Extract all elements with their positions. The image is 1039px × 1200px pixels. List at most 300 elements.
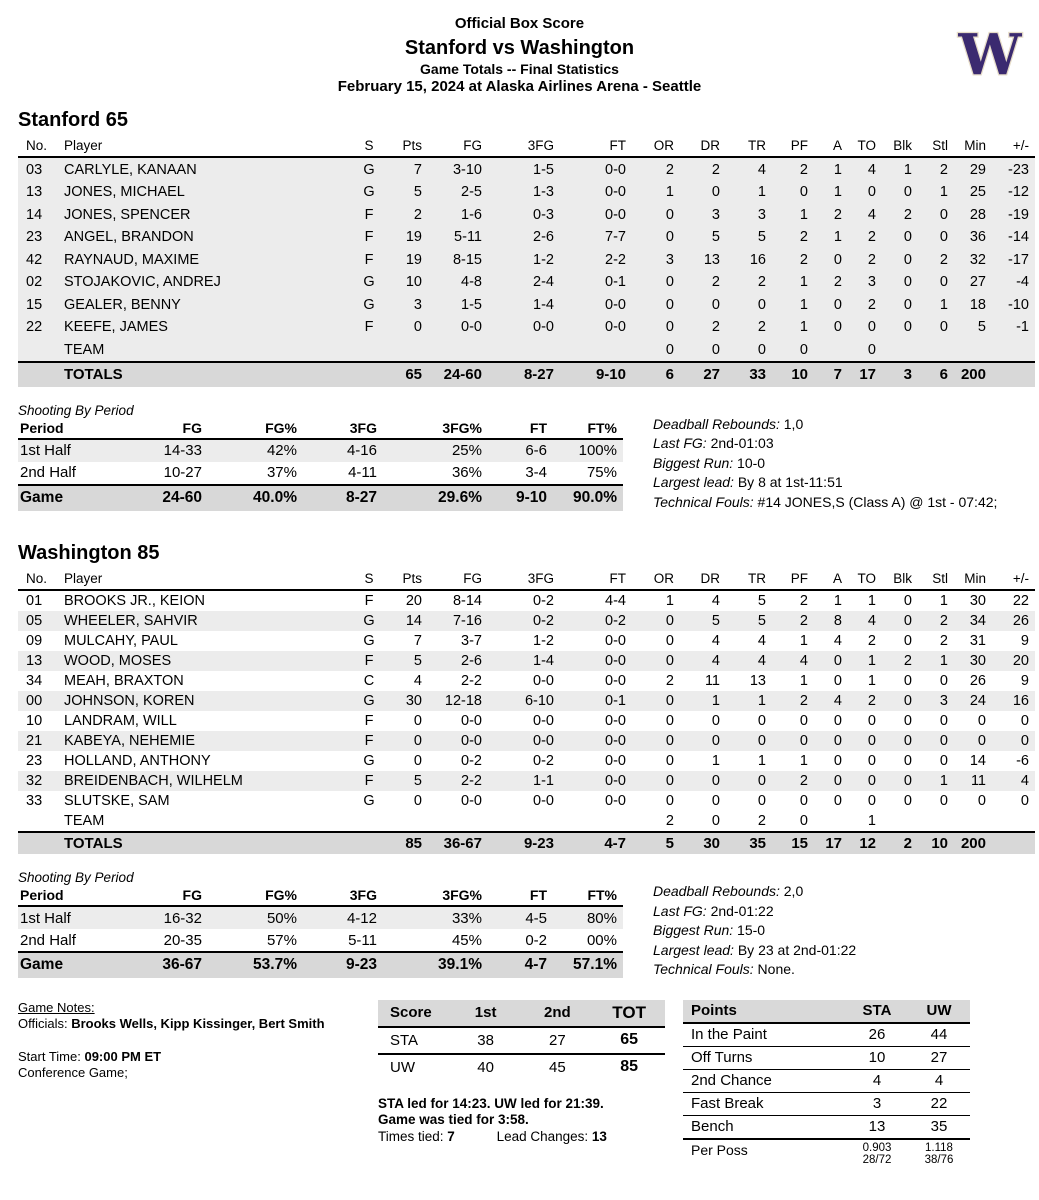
column-header: DR (700, 138, 720, 153)
table-cell: 4-5 (525, 909, 547, 927)
table-cell: 1 (665, 593, 674, 609)
column-header: A (832, 138, 842, 153)
table-cell: 36 (969, 229, 986, 245)
column-header: 3FG (527, 571, 554, 586)
column-header: FT% (587, 419, 617, 436)
table-cell: 1 (939, 184, 948, 200)
table-cell: 1 (867, 653, 876, 669)
table-cell (560, 338, 632, 362)
column-header: STA (846, 1000, 908, 1023)
column-header: 3FG (527, 138, 554, 153)
column-header: Period (20, 887, 64, 903)
per-poss-label: Per Poss (691, 1141, 748, 1158)
table-cell: 0 (867, 319, 876, 335)
svg-text:W: W (958, 26, 1022, 84)
table-cell: 2 (711, 319, 720, 335)
table-cell: 13 (26, 184, 43, 200)
table-cell: 22 (930, 1094, 948, 1112)
table-cell: 3 (872, 1094, 882, 1112)
table-cell: 0 (903, 251, 912, 268)
table-cell: G (363, 161, 375, 178)
per-poss-uw: 1.118 38/76 (924, 1141, 954, 1166)
table-cell: 0 (939, 319, 948, 335)
table-cell: 14 (26, 206, 43, 223)
table-cell: 0-0 (605, 653, 626, 669)
table-cell: 1 (833, 229, 842, 245)
table-cell: 9-23 (345, 956, 377, 973)
points-table (683, 1000, 970, 1170)
table-cell: 100% (578, 442, 617, 459)
table-cell: G (363, 274, 375, 290)
stanford-box-header-row (18, 136, 1035, 157)
table-cell: 4-11 (348, 464, 377, 481)
table-cell: 2nd Chance (691, 1071, 772, 1089)
table-cell: 2 (711, 274, 720, 290)
per-poss-sta: 0.903 28/72 (862, 1141, 892, 1166)
table-cell: 0 (757, 773, 766, 789)
table-cell: 0-0 (605, 633, 626, 649)
table-cell: 10 (931, 835, 948, 852)
table-cell: 57.1% (573, 956, 617, 973)
table-row (18, 611, 1035, 631)
note-value: 2nd-01:22 (706, 902, 774, 919)
points-body (683, 1023, 970, 1139)
table-cell: 20-35 (163, 931, 202, 949)
table-cell: G (363, 793, 375, 809)
table-cell: 0 (903, 613, 912, 629)
table-cell: 0-0 (605, 753, 626, 769)
table-cell: 30 (405, 693, 422, 709)
table-cell: 0 (939, 274, 948, 290)
table-row (18, 439, 623, 462)
table-cell (18, 832, 60, 854)
column-header: TR (748, 138, 766, 153)
note-label: Last FG: (653, 902, 707, 919)
table-cell: 42% (266, 442, 297, 459)
table-cell: 9-10 (595, 365, 626, 383)
table-cell: 2 (799, 593, 808, 609)
table-cell: 0 (799, 184, 808, 200)
table-cell (352, 338, 388, 362)
note-value: 1,0 (779, 415, 804, 432)
table-cell: 2 (799, 773, 808, 789)
column-header: 3FG% (442, 419, 482, 436)
table-cell: 1 (757, 753, 766, 769)
table-cell: 10 (868, 1048, 886, 1066)
table-cell: 0-0 (533, 793, 554, 809)
table-cell: 0 (711, 793, 720, 809)
table-cell: 0 (413, 793, 422, 809)
table-cell: 1 (799, 296, 808, 313)
table-cell: 4 (711, 593, 720, 609)
table-cell: STOJAKOVIC, ANDREJ (64, 274, 221, 290)
table-cell: 2 (939, 251, 948, 268)
table-cell: 0 (757, 713, 766, 729)
column-header: S (364, 138, 374, 153)
table-cell: 0 (939, 673, 948, 689)
footer-section (18, 1000, 1039, 1170)
table-cell: ANGEL, BRANDON (64, 229, 194, 245)
table-cell: 0 (757, 341, 766, 358)
table-cell: 0-2 (461, 753, 482, 769)
table-cell: 0-0 (461, 733, 482, 749)
table-cell: 24-60 (443, 365, 482, 383)
column-header: No. (26, 571, 48, 586)
note-line (653, 960, 1033, 980)
table-cell: 0 (413, 733, 422, 749)
table-cell: 0-2 (605, 613, 626, 629)
table-row (18, 651, 1035, 671)
table-cell: 4 (1020, 773, 1029, 789)
table-cell: 3 (939, 693, 948, 709)
column-header: DR (700, 571, 720, 586)
table-cell: 20 (1012, 653, 1029, 669)
table-cell: 0-0 (605, 319, 626, 335)
table-cell: 32 (969, 251, 986, 268)
table-cell: 0-0 (605, 773, 626, 789)
table-cell: 65 (405, 365, 422, 383)
table-cell: 2 (799, 229, 808, 245)
table-cell: 5 (757, 613, 766, 629)
table-cell: 1-3 (533, 184, 554, 200)
table-cell: 2 (799, 251, 808, 268)
table-cell (560, 811, 632, 832)
report-subtitle: Game Totals -- Final Statistics (420, 60, 619, 77)
table-row (18, 811, 1035, 832)
table-cell: 13 (749, 673, 766, 689)
table-row (18, 338, 1035, 362)
table-cell: 0 (711, 713, 720, 729)
table-cell: 28 (969, 206, 986, 223)
table-cell: 2 (757, 319, 766, 335)
table-cell: 0 (799, 813, 808, 829)
table-cell: 0 (903, 693, 912, 709)
note-line (653, 434, 1033, 454)
table-cell: 29 (969, 161, 986, 178)
table-cell: 0 (867, 184, 876, 200)
table-row (18, 952, 623, 978)
table-cell: 14 (405, 613, 422, 629)
table-cell: 0-2 (525, 931, 547, 949)
table-cell: 0 (799, 733, 808, 749)
table-cell: 4 (934, 1071, 944, 1089)
table-cell: 4 (867, 206, 876, 223)
table-cell: 31 (969, 633, 986, 649)
table-cell: 2 (757, 813, 766, 829)
table-cell: 34 (26, 673, 43, 689)
washington-shooting-game-row (18, 952, 623, 978)
column-header: Score (378, 1000, 450, 1027)
table-cell: 1 (939, 653, 948, 669)
table-cell: 4 (711, 633, 720, 649)
table-cell: 1 (939, 593, 948, 609)
table-cell: F (364, 733, 374, 749)
column-header: FT (529, 419, 547, 436)
table-cell: 4-16 (346, 442, 377, 459)
table-cell: F (364, 229, 374, 245)
table-cell (352, 362, 388, 387)
table-cell: 2 (833, 274, 842, 290)
table-cell: 1 (665, 184, 674, 200)
column-header: 3FG (349, 887, 377, 903)
start-time-value: 09:00 PM ET (84, 1048, 162, 1064)
table-cell: 5 (757, 229, 766, 245)
table-row (18, 929, 623, 952)
table-cell: TEAM (64, 813, 105, 829)
table-cell: 0-0 (605, 184, 626, 200)
note-line (653, 921, 1033, 941)
table-cell: 2 (867, 693, 876, 709)
table-cell: 2-6 (461, 653, 482, 669)
column-header: FT (609, 138, 626, 153)
game-notes (18, 1000, 378, 1082)
table-cell: CARLYLE, KANAAN (64, 161, 197, 178)
table-cell: 0 (833, 773, 842, 789)
table-cell: 0 (799, 793, 808, 809)
column-header: Stl (932, 138, 948, 153)
column-header: FG (182, 887, 202, 903)
column-header: TOT (593, 1000, 665, 1027)
table-cell: 0 (939, 753, 948, 769)
table-cell: 0 (903, 733, 912, 749)
column-header: Pts (402, 571, 422, 586)
table-cell: 2-6 (533, 229, 554, 245)
table-cell: 0-2 (533, 753, 554, 769)
table-cell: 0 (665, 793, 674, 809)
table-cell: 0 (903, 593, 912, 609)
note-line (653, 902, 1033, 922)
note-label: Deadball Rebounds: (653, 415, 780, 432)
table-cell: 10 (791, 365, 808, 383)
table-cell: 3 (867, 274, 876, 290)
table-cell: 1 (939, 773, 948, 789)
stanford-notes (653, 403, 1033, 513)
table-cell: 2-4 (533, 274, 554, 290)
stanford-box-table (18, 136, 1035, 387)
table-cell: 0-0 (533, 733, 554, 749)
table-cell: 16-32 (163, 909, 202, 927)
table-cell: 0-0 (461, 793, 482, 809)
table-cell: 2 (867, 633, 876, 649)
table-cell: 0-3 (533, 206, 554, 223)
table-cell: 2 (939, 161, 948, 178)
table-cell: JOHNSON, KOREN (64, 693, 195, 709)
table-cell: 3 (757, 206, 766, 223)
table-cell: 27 (969, 274, 986, 290)
table-cell: 0 (413, 319, 422, 335)
column-header: 3FG% (442, 887, 482, 903)
points-summary (683, 1000, 970, 1170)
table-cell: 7-7 (605, 229, 626, 245)
table-cell: 16 (749, 251, 766, 268)
table-cell: BROOKS JR., KEION (64, 593, 205, 609)
table-cell: 0-0 (461, 713, 482, 729)
table-cell: 0 (867, 713, 876, 729)
column-header: +/- (1012, 138, 1029, 153)
table-cell: 30 (969, 593, 986, 609)
table-cell: 24 (969, 693, 986, 709)
stanford-shooting-section (18, 403, 1039, 513)
table-cell: 0 (977, 733, 986, 749)
table-cell: 0 (665, 341, 674, 358)
table-cell: 45 (549, 1058, 566, 1076)
table-cell: 0 (711, 773, 720, 789)
table-cell: 4-7 (524, 956, 547, 973)
table-cell (882, 811, 918, 832)
table-cell: 7-16 (452, 613, 482, 629)
table-row (378, 1027, 665, 1054)
note-label: Technical Fouls: (653, 493, 754, 510)
lead-summary (378, 1096, 665, 1146)
table-cell: 5 (413, 184, 422, 200)
washington-shooting-header-row (18, 886, 623, 906)
table-row (18, 462, 623, 485)
table-cell: 2 (867, 296, 876, 313)
table-row (18, 711, 1035, 731)
table-cell: 0 (903, 773, 912, 789)
column-header: FT% (587, 887, 617, 903)
table-cell: 17 (859, 365, 876, 383)
table-cell (352, 811, 388, 832)
table-cell: 0 (903, 673, 912, 689)
table-row (18, 485, 623, 511)
table-cell: 0 (413, 713, 422, 729)
table-cell: 0 (711, 733, 720, 749)
table-cell: 0 (665, 753, 674, 769)
column-header: Period (20, 419, 64, 436)
table-cell: 7 (413, 633, 422, 649)
table-cell: 8-14 (452, 593, 482, 609)
score-summary (378, 1000, 665, 1146)
table-row (18, 181, 1035, 204)
washington-box-header-row (18, 569, 1035, 590)
table-cell: 39.1% (438, 956, 482, 973)
table-cell: 4-4 (605, 593, 626, 609)
table-cell: 27 (703, 365, 720, 383)
note-value: By 8 at 1st-11:51 (733, 474, 843, 490)
table-cell: 0 (757, 296, 766, 313)
table-cell: 2 (939, 613, 948, 629)
table-cell: 36-67 (162, 956, 202, 973)
table-cell: RAYNAUD, MAXIME (64, 251, 200, 268)
table-cell: 0 (867, 773, 876, 789)
game-notes-title: Game Notes: (18, 999, 95, 1015)
table-cell: -1 (1016, 319, 1029, 335)
table-cell: G (363, 633, 375, 649)
table-cell: Game (20, 956, 64, 973)
table-cell: 0 (903, 713, 912, 729)
table-cell: G (363, 184, 375, 200)
column-header: FG (182, 419, 202, 436)
washington-shooting-table (18, 886, 623, 978)
note-value: By 23 at 2nd-01:22 (733, 941, 857, 958)
table-cell: 0 (665, 319, 674, 335)
report-title: Official Box Score (454, 15, 585, 32)
table-cell: In the Paint (691, 1025, 767, 1043)
table-cell: 0-0 (533, 319, 554, 335)
table-cell: 0 (711, 184, 720, 200)
table-cell: 0-0 (533, 673, 554, 689)
table-cell: 1-4 (533, 296, 554, 313)
table-cell: 5 (977, 319, 986, 335)
table-cell: 1-2 (533, 251, 554, 268)
table-cell: 5 (711, 613, 720, 629)
table-cell: -12 (1008, 184, 1029, 200)
table-row (683, 1069, 970, 1092)
table-row (18, 362, 1035, 387)
table-row (683, 1092, 970, 1115)
table-cell: 22 (1012, 593, 1029, 609)
stanford-shooting-body (18, 439, 623, 485)
washington-notes (653, 870, 1033, 980)
table-cell (992, 338, 1035, 362)
table-cell: F (364, 593, 374, 609)
table-cell: 2 (867, 229, 876, 245)
table-cell: 00% (586, 931, 617, 949)
table-cell: 0 (665, 733, 674, 749)
table-cell: 0-1 (605, 274, 626, 290)
table-cell: 0 (939, 713, 948, 729)
table-cell: 200 (960, 835, 986, 852)
column-header: TR (748, 571, 766, 586)
tied-row (378, 1129, 665, 1146)
column-header: Points (683, 1000, 846, 1023)
table-cell (18, 362, 60, 387)
note-value: 15-0 (733, 922, 766, 938)
note-line (653, 415, 1033, 435)
table-cell: 1 (903, 161, 912, 178)
table-cell: 0 (833, 793, 842, 809)
table-cell: -19 (1008, 206, 1029, 223)
table-cell: 3 (413, 296, 422, 313)
table-cell: 11 (704, 673, 720, 689)
table-cell: TOTALS (64, 365, 123, 383)
table-cell: 10 (405, 274, 422, 290)
table-cell: C (363, 673, 375, 689)
table-cell: 42 (26, 251, 43, 268)
stanford-box-totals (18, 362, 1035, 387)
table-cell: 2 (903, 206, 912, 223)
table-cell: 21 (26, 733, 43, 749)
table-cell: 13 (703, 251, 720, 268)
table-cell: 0 (665, 206, 674, 223)
table-cell: F (364, 251, 374, 268)
table-cell: G (363, 613, 375, 629)
officials-label: Officials: (18, 1016, 72, 1031)
table-cell (428, 811, 488, 832)
table-cell: MULCAHY, PAUL (64, 633, 178, 649)
spacer (18, 1033, 378, 1049)
table-cell: 0 (939, 206, 948, 223)
table-cell: 3 (903, 365, 912, 383)
table-cell: 00 (26, 693, 43, 709)
table-cell (388, 811, 428, 832)
table-cell: 0 (939, 229, 948, 245)
table-cell: 30 (969, 653, 986, 669)
table-row (378, 1054, 665, 1080)
table-cell: TOTALS (64, 835, 123, 852)
note-line (653, 882, 1033, 902)
table-cell: 12 (859, 835, 876, 852)
stanford-heading: Stanford 65 (18, 109, 129, 131)
start-time-label: Start Time: (18, 1048, 85, 1064)
column-header: 1st (450, 1000, 522, 1027)
table-cell: 2 (939, 633, 948, 649)
table-row (18, 731, 1035, 751)
table-cell: 6 (939, 365, 948, 383)
table-cell: 0 (665, 713, 674, 729)
table-cell: HOLLAND, ANTHONY (64, 753, 211, 769)
